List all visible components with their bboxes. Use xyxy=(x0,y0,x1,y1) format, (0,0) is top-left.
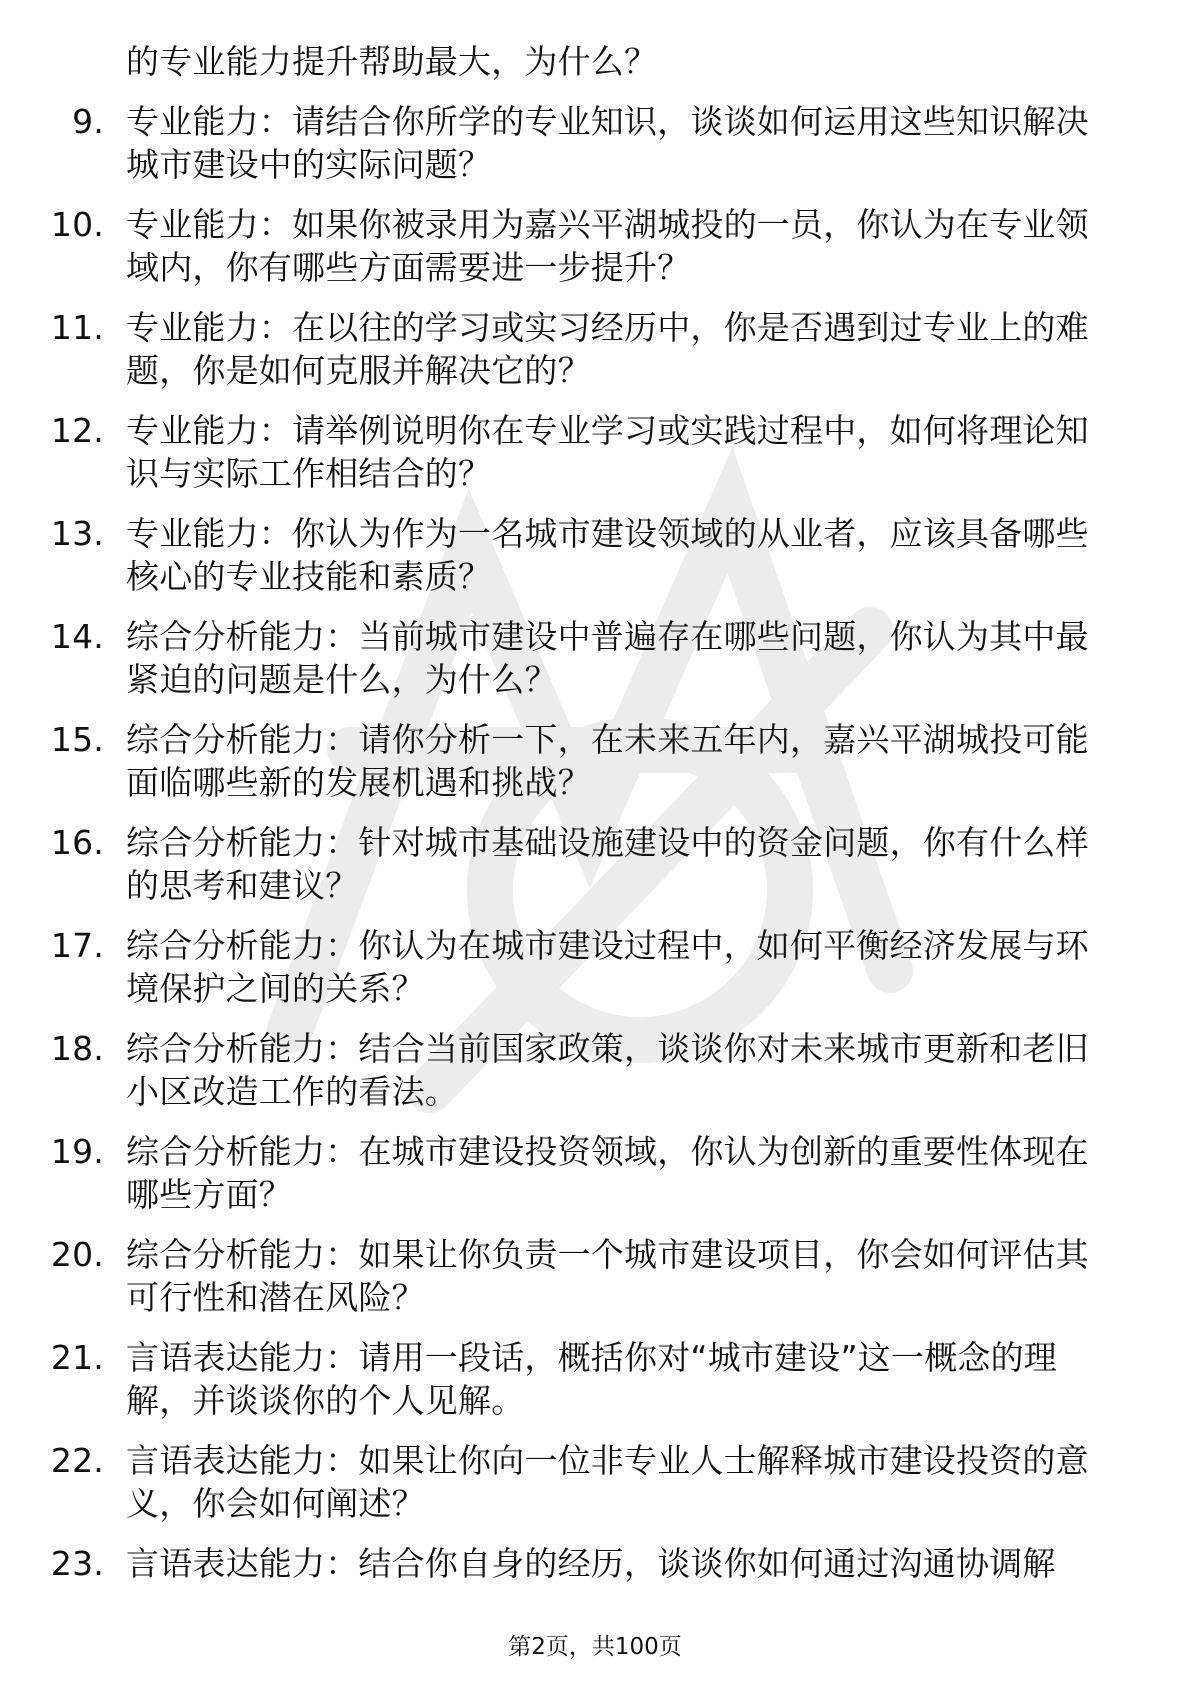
page-footer: 第2页，共100页 xyxy=(508,1634,682,1660)
question-number: 10. xyxy=(50,205,104,244)
question-text: 综合分析能力：在城市建设投资领域，你认为创新的重要性体现在哪些方面？ xyxy=(126,1132,1089,1214)
question-text: 综合分析能力：结合当前国家政策，谈谈你对未来城市更新和老旧小区改造工作的看法。 xyxy=(126,1029,1089,1111)
question-number: 22. xyxy=(50,1441,104,1480)
question-text: 言语表达能力：如果让你向一位非专业人士解释城市建设投资的意义，你会如何阐述？ xyxy=(126,1441,1089,1523)
question-item xyxy=(50,512,1106,598)
question-item xyxy=(72,100,1106,186)
question-number: 9. xyxy=(72,102,104,141)
question-text: 言语表达能力：请用一段话，概括你对“城市建设”这一概念的理解，并谈谈你的个人见解。 xyxy=(126,1338,1057,1420)
question-item xyxy=(50,1130,1106,1216)
question-text: 综合分析能力：如果让你负责一个城市建设项目，你会如何评估其可行性和潜在风险？ xyxy=(126,1235,1089,1317)
question-item xyxy=(50,615,1106,701)
question-item xyxy=(50,203,1106,289)
question-text: 综合分析能力：针对城市基础设施建设中的资金问题，你有什么样的思考和建议？ xyxy=(126,823,1089,905)
question-number: 15. xyxy=(50,720,104,759)
question-item xyxy=(50,1336,1106,1422)
question-text: 专业能力：如果你被录用为嘉兴平湖城投的一员，你认为在专业领域内，你有哪些方面需要进一步提升？ xyxy=(126,205,1089,287)
question-item xyxy=(50,821,1106,907)
question-item xyxy=(50,1027,1106,1113)
question-number: 17. xyxy=(50,926,104,965)
question-number: 11. xyxy=(50,308,104,347)
question-text: 专业能力：请举例说明你在专业学习或实践过程中，如何将理论知识与实际工作相结合的？ xyxy=(126,411,1089,493)
question-item xyxy=(50,1542,1106,1585)
question-item xyxy=(50,1439,1106,1525)
question-item xyxy=(50,924,1106,1010)
question-number: 23. xyxy=(50,1544,104,1583)
question-text: 言语表达能力：结合你自身的经历，谈谈你如何通过沟通协调解 xyxy=(126,1544,1056,1583)
question-number: 20. xyxy=(50,1235,104,1274)
question-number: 18. xyxy=(50,1029,104,1068)
question-number: 21. xyxy=(50,1338,104,1377)
question-number: 14. xyxy=(50,617,104,656)
question-number: 19. xyxy=(50,1132,104,1171)
question-text: 综合分析能力：当前城市建设中普遍存在哪些问题，你认为其中最紧迫的问题是什么，为什么？ xyxy=(126,617,1089,699)
question-text: 综合分析能力：你认为在城市建设过程中，如何平衡经济发展与环境保护之间的关系？ xyxy=(126,926,1089,1008)
question-number: 12. xyxy=(50,411,104,450)
question-list xyxy=(0,40,1190,1602)
question-item xyxy=(50,306,1106,392)
question-item xyxy=(50,1233,1106,1319)
question-text: 专业能力：在以往的学习或实习经历中，你是否遇到过专业上的难题，你是如何克服并解决它的？ xyxy=(126,308,1089,390)
question-number: 16. xyxy=(50,823,104,862)
continuation-text: 的专业能力提升帮助最大，为什么？ xyxy=(126,42,658,81)
question-item xyxy=(50,718,1106,804)
question-text: 专业能力：请结合你所学的专业知识，谈谈如何运用这些知识解决城市建设中的实际问题？ xyxy=(126,102,1089,184)
question-item xyxy=(50,409,1106,495)
question-number: 13. xyxy=(50,514,104,553)
question-text: 专业能力：你认为作为一名城市建设领域的从业者，应该具备哪些核心的专业技能和素质？ xyxy=(126,514,1089,596)
question-text: 综合分析能力：请你分析一下，在未来五年内，嘉兴平湖城投可能面临哪些新的发展机遇和挑战？ xyxy=(126,720,1089,802)
